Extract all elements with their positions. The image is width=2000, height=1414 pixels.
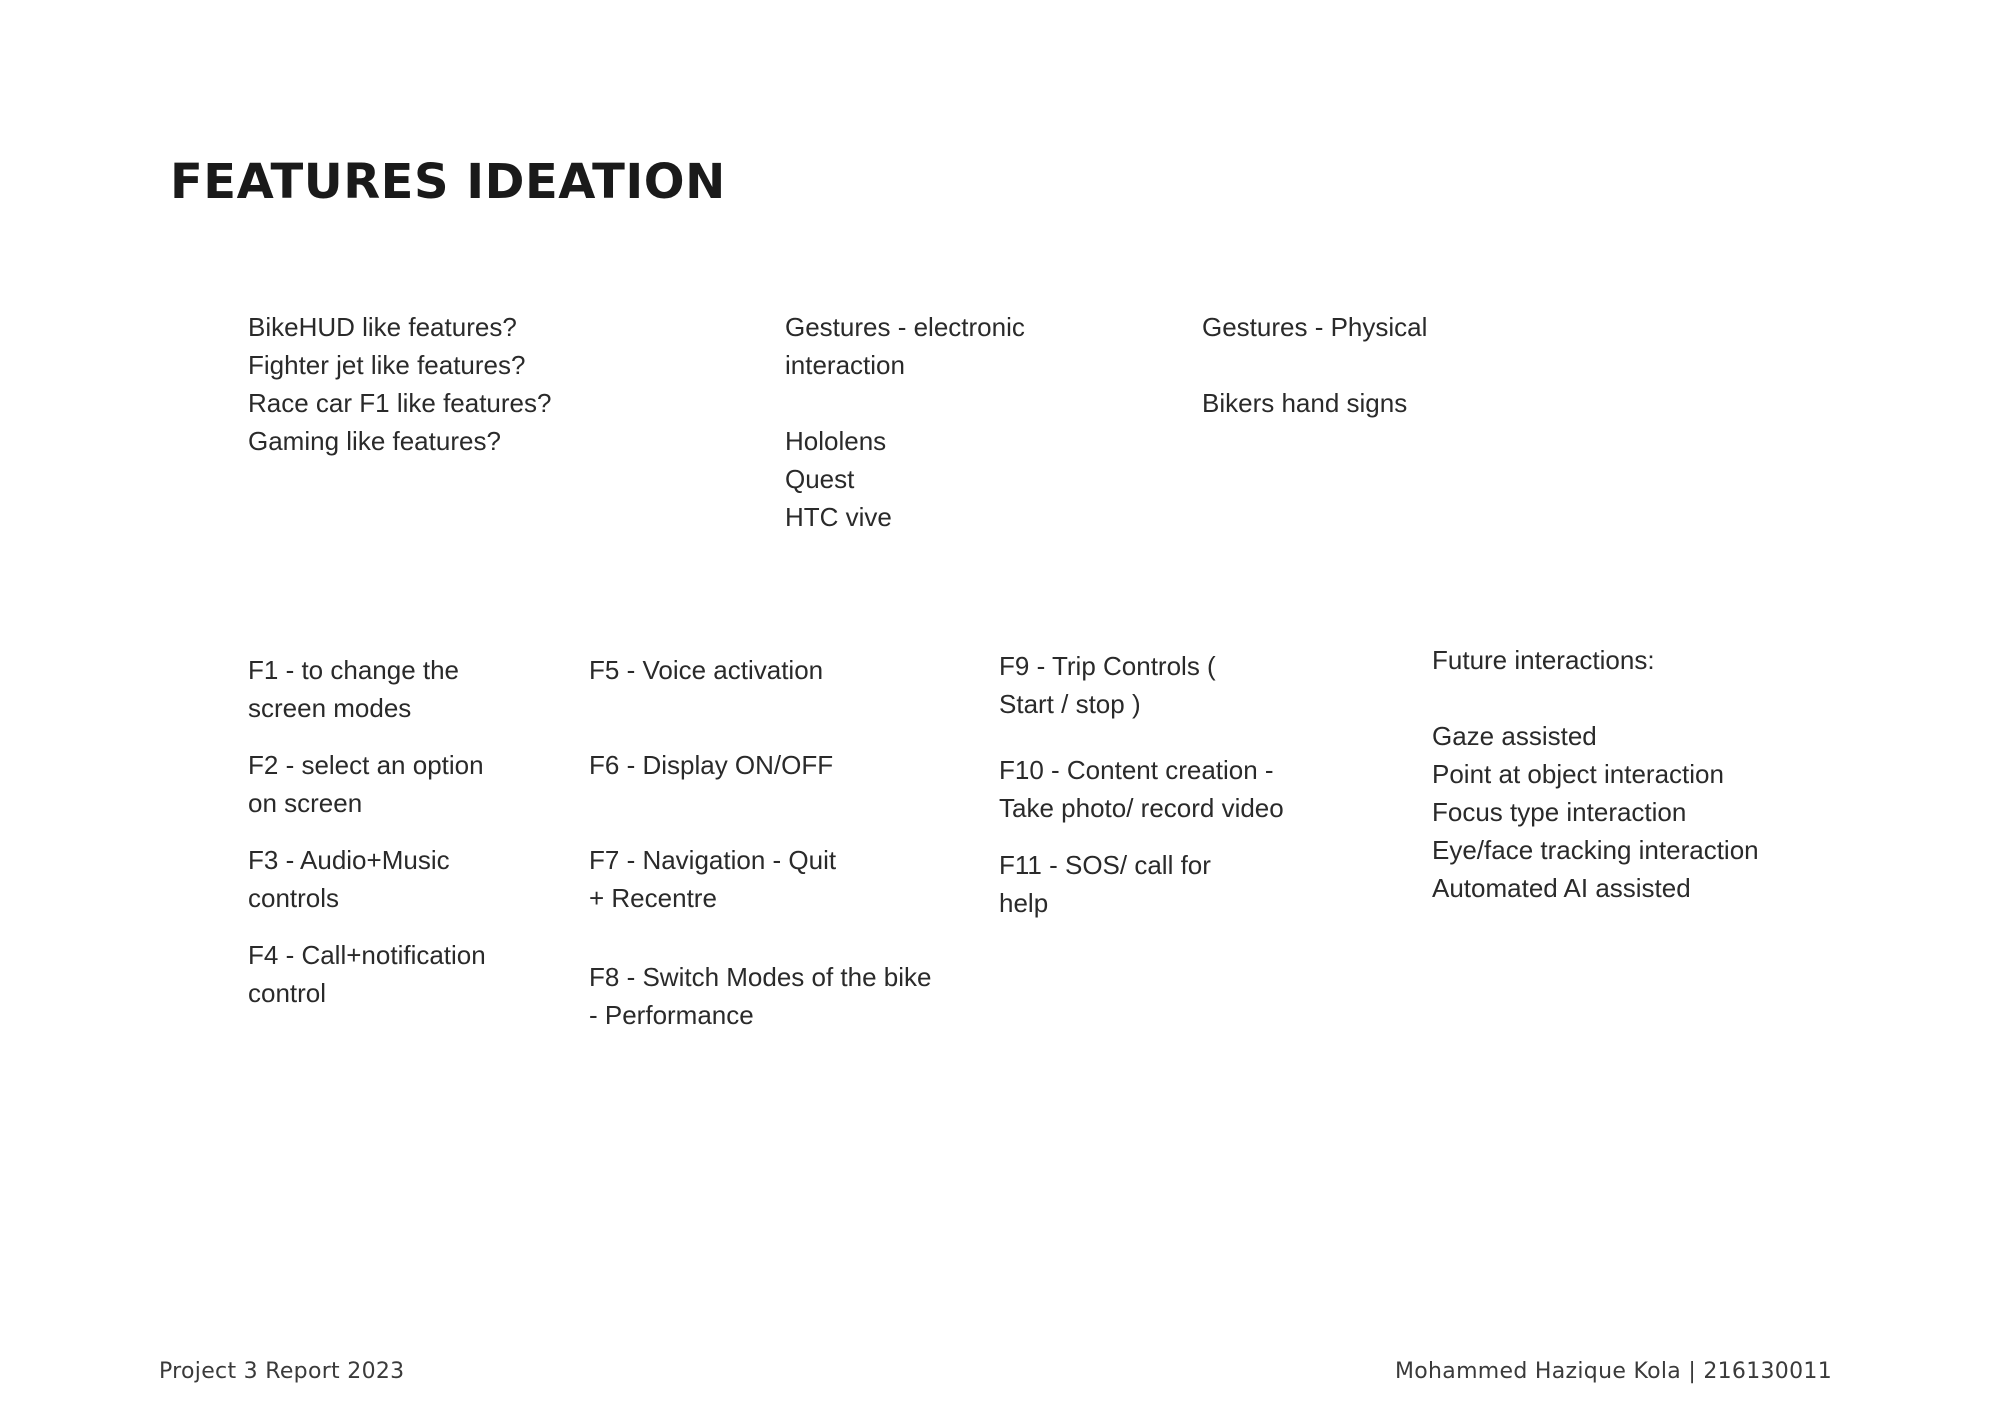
feature-f10-line: Take photo/ record video (999, 793, 1284, 823)
feature-f3 (248, 841, 450, 917)
future-interaction-item: Eye/face tracking interaction (1432, 835, 1759, 865)
feature-f10-line: F10 - Content creation - (999, 755, 1274, 785)
feature-f11-line: help (999, 888, 1049, 918)
spacer (1432, 679, 1759, 717)
feature-f11 (999, 846, 1211, 922)
feature-f1-line: screen modes (248, 693, 412, 723)
feature-f7 (589, 841, 836, 917)
electronic-gestures-list (785, 308, 1025, 536)
feature-f2-line: on screen (248, 788, 363, 818)
feature-f10 (999, 751, 1284, 827)
feature-f11-line: F11 - SOS/ call for (999, 850, 1211, 880)
feature-f4 (248, 936, 486, 1012)
physical-gestures-list (1202, 308, 1427, 422)
feature-f9-line: Start / stop ) (999, 689, 1141, 719)
feature-f4-line: control (248, 978, 327, 1008)
spacer (1202, 346, 1427, 384)
device-item: Hololens (785, 426, 887, 456)
physical-gestures-heading: Gestures - Physical (1202, 312, 1428, 342)
feature-f5 (589, 651, 823, 689)
inspiration-item: Gaming like features? (248, 426, 501, 456)
electronic-gestures-heading-cont: interaction (785, 350, 905, 380)
feature-f9 (999, 647, 1216, 723)
future-interaction-item: Automated AI assisted (1432, 873, 1691, 903)
future-interaction-item: Focus type interaction (1432, 797, 1687, 827)
feature-f1-line: F1 - to change the (248, 655, 460, 685)
feature-f3-line: controls (248, 883, 340, 913)
future-interaction-item: Point at object interaction (1432, 759, 1724, 789)
feature-f6 (589, 746, 833, 784)
feature-f4-line: F4 - Call+notification (248, 940, 486, 970)
future-interaction-item: Gaze assisted (1432, 721, 1597, 751)
feature-f6-line: F6 - Display ON/OFF (589, 750, 834, 780)
inspiration-item: Race car F1 like features? (248, 388, 552, 418)
page-title: FEATURES IDEATION (170, 154, 726, 210)
spacer (785, 384, 1025, 422)
feature-f8-line: - Performance (589, 1000, 754, 1030)
feature-f7-line: + Recentre (589, 883, 717, 913)
future-interactions-heading: Future interactions: (1432, 645, 1655, 675)
feature-f7-line: F7 - Navigation - Quit (589, 845, 837, 875)
feature-f3-line: F3 - Audio+Music (248, 845, 450, 875)
feature-f2 (248, 746, 484, 822)
device-item: HTC vive (785, 502, 892, 532)
inspiration-item: BikeHUD like features? (248, 312, 517, 342)
inspiration-list (248, 308, 551, 460)
feature-f8 (589, 958, 931, 1034)
footer-project: Project 3 Report 2023 (159, 1359, 405, 1384)
feature-f8-line: F8 - Switch Modes of the bike (589, 962, 932, 992)
device-item: Quest (785, 464, 855, 494)
inspiration-item: Fighter jet like features? (248, 350, 526, 380)
future-interactions (1432, 641, 1759, 907)
feature-f2-line: F2 - select an option (248, 750, 484, 780)
feature-f5-line: F5 - Voice activation (589, 655, 824, 685)
feature-f1 (248, 651, 459, 727)
physical-gesture-item: Bikers hand signs (1202, 388, 1408, 418)
electronic-gestures-heading: Gestures - electronic (785, 312, 1025, 342)
feature-f9-line: F9 - Trip Controls ( (999, 651, 1216, 681)
footer-author: Mohammed Hazique Kola | 216130011 (1395, 1359, 1832, 1384)
